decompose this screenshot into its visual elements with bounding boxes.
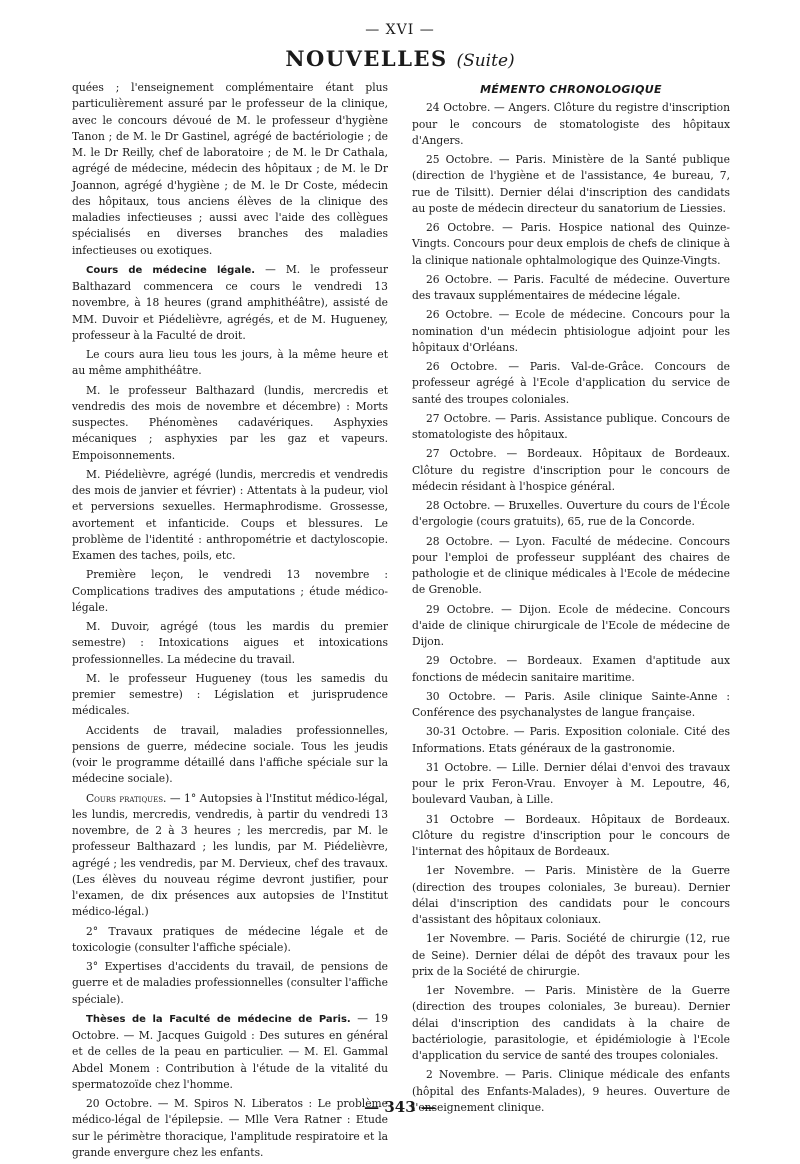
paragraph: M. le professeur Hugueney (tous les samedis du premier semestre) : Législation et jurisprudence médicales. xyxy=(72,671,388,718)
section-heading: Cours pratiques. xyxy=(86,791,167,805)
memento-entry: 29 Octobre. — Dijon. Ecole de médecine. Concours d'aide de clinique chirurgicale de l'Ecole de médecine de Dijon. xyxy=(412,602,730,648)
paragraph: 2° Travaux pratiques de médecine légale et de toxicologie (consulter l'affiche spéciale). xyxy=(72,924,388,954)
paragraph-cours-pratiques xyxy=(72,791,388,921)
right-column xyxy=(412,80,730,1119)
paragraph: M. Piédelièvre, agrégé (lundis, mercredis et vendredis des mois de janvier et février) : Attentats à la pudeur, viol et perversions sexuelles. Hermaphrodisme. Grossesse, avortement et infanticide. Coups et blessures. Le problème de l'identité : anthropométrie et dactyloscopie. Examen des taches, poils, etc. xyxy=(72,467,388,562)
paragraph: Accidents de travail, maladies professionnelles, pensions de guerre, médecine sociale. Tous les jeudis (voir le programme détaillé dans l'affiche spéciale sur la médecine sociale). xyxy=(72,723,388,786)
memento-entry: 24 Octobre. — Angers. Clôture du registre d'inscription pour le concours de stomatologiste des hôpitaux d'Angers. xyxy=(412,101,730,147)
memento-entry: 29 Octobre. — Bordeaux. Examen d'aptitude aux fonctions de médecin sanitaire maritime. xyxy=(412,654,730,684)
memento-entry: 27 Octobre. — Bordeaux. Hôpitaux de Bordeaux. Clôture du registre d'inscription pour le concours de médecin résidant à l'hospice général. xyxy=(412,447,730,493)
memento-entry: 25 Octobre. — Paris. Ministère de la Santé publique (direction de l'hygiène et de l'assistance, 4e bureau, 7, rue de Tilsitt). Dernier délai d'inscription des candidats au poste de médecin directeur du sanatorium de Liessies. xyxy=(412,153,730,215)
page-title xyxy=(0,46,800,71)
memento-entry: 30 Octobre. — Paris. Asile clinique Sainte-Anne : Conférence des psychanalystes de langue française. xyxy=(412,689,730,719)
memento-entry: 2 Novembre. — Paris. Clinique médicale des enfants (hôpital des Enfants-Malades), 9 heures. Ouverture de l'enseignement clinique. xyxy=(412,1068,730,1114)
memento-entry: 31 Octobre — Bordeaux. Hôpitaux de Bordeaux. Clôture du registre d'inscription pour le concours de l'internat des hôpitaux de Bordeaux. xyxy=(412,812,730,858)
memento-entry: 28 Octobre. — Bruxelles. Ouverture du cours de l'École d'ergologie (cours gratuits), 65, rue de la Concorde. xyxy=(412,499,730,529)
paragraph: quées ; l'enseignement complémentaire étant plus particulièrement assuré par le professeur de la clinique, avec le concours dévoué de M. le professeur d'hygiène Tanon ; de M. le Dr Gastinel, agrégé de bactériologie ; de M. le Dr Reilly, chef de laboratoire ; de M. le Dr Cathala, agrégé de médecine, médecin des hôpitaux ; de M. le Dr Joannon, agrégé d'hygiène ; de M. le Dr Coste, médecin des hôpitaux, tous anciens élèves de la clinique des maladies infectieuses ; aussi avec l'aide des collègues spécialisés en diverses branches des maladies infectieuses ou exotiques. xyxy=(72,81,388,257)
paragraph-theses xyxy=(72,1011,388,1093)
paragraph: 20 Octobre. — M. Spiros N. Liberatos : Le problème médico-légal de l'épilepsie. — Mlle Vera Ratner : Etude sur le périmètre thoracique, l'amplitude respiratoire et la grande envergure chez les enfants. xyxy=(72,1097,388,1159)
memento-entry: 26 Octobre. — Paris. Hospice national des Quinze-Vingts. Concours pour deux emplois de chefs de clinique à la clinique nationale ophtalmologique des Quinze-Vingts. xyxy=(412,221,730,267)
paragraph: M. le professeur Balthazard (lundis, mercredis et vendredis des mois de novembre et décembre) : Morts suspectes. Phénomènes cadavériques. Asphyxies mécaniques ; asphyxies par les gaz et vapeurs. Empoisonnements. xyxy=(72,383,388,462)
title-suite: (Suite) xyxy=(456,51,515,71)
page-number: — 343 — xyxy=(364,1098,436,1116)
paragraph: Le cours aura lieu tous les jours, à la même heure et au même amphithéâtre. xyxy=(72,348,388,378)
paragraph-cours-medecine-legale xyxy=(72,262,388,344)
memento-entry: 28 Octobre. — Lyon. Faculté de médecine. Concours pour l'emploi de professeur suppléant des chaires de pathologie et de clinique médicales à l'Ecole de médecine de Grenoble. xyxy=(412,534,730,597)
memento-entry: 31 Octobre. — Lille. Dernier délai d'envoi des travaux pour le prix Feron-Vrau. Envoyer à M. Lepoutre, 46, boulevard Vauban, à Lille. xyxy=(412,760,730,807)
memento-entry: 26 Octobre. — Paris. Faculté de médecine. Ouverture des travaux supplémentaires de médecine légale. xyxy=(412,272,730,302)
memento-heading: MÉMENTO CHRONOLOGIQUE xyxy=(480,83,662,96)
memento-entry: 30-31 Octobre. — Paris. Exposition coloniale. Cité des Informations. Etats généraux de la gastronomie. xyxy=(412,725,730,755)
paragraph-text: — M. le professeur Balthazard commencera ce cours le vendredi 13 novembre, à 18 heures (grand amphithéâtre), assisté de MM. Duvoir et Piédelièvre, agrégés, et de M. Hugueney, professeur à la Faculté de droit. xyxy=(72,262,388,342)
paragraph: 3° Expertises d'accidents du travail, de pensions de guerre et de maladies professionnelles (consulter l'affiche spéciale). xyxy=(72,960,388,1006)
section-heading: Thèses de la Faculté de médecine de Paris. xyxy=(86,1013,351,1025)
paragraph-text: — 1° Autopsies à l'Institut médico-légal, les lundis, mercredis, vendredis, à partir du vendredi 13 novembre, de 2 à 3 heures ; les mercredis, par M. le professeur Balthazard ; les lundis, par M. Piédelièvre, agrégé ; les vendredis, par M. Dervieux, chef des travaux. (Les élèves du nouveau régime devront justifier, pour l'examen, de dix présences aux autopsies de l'Institut médico-légal.) xyxy=(72,791,388,919)
title-main: NOUVELLES xyxy=(285,46,448,71)
memento-entry: 26 Octobre. — Ecole de médecine. Concours pour la nomination d'un médecin phtisiologue adjoint pour les hôpitaux d'Orléans. xyxy=(412,308,730,354)
left-column xyxy=(72,80,388,1164)
memento-entry: 1er Novembre. — Paris. Ministère de la Guerre (direction des troupes coloniales, 3e bureau). Dernier délai d'inscription des candidats à la chaire de bactériologie, parasitologie, et épidémiologie à l'Ecole d'application du service de santé des troupes coloniales. xyxy=(412,984,730,1062)
memento-entry: 26 Octobre. — Paris. Val-de-Grâce. Concours de professeur agrégé à l'Ecole d'application du service de santé des troupes coloniales. xyxy=(412,360,730,406)
paragraph: M. Duvoir, agrégé (tous les mardis du premier semestre) : Intoxications aigues et intoxications professionnelles. La médecine du travail. xyxy=(72,620,388,666)
running-head: — XVI — xyxy=(365,22,435,38)
section-heading: Cours de médecine légale. xyxy=(86,264,256,276)
memento-entry: 1er Novembre. — Paris. Société de chirurgie (12, rue de Seine). Dernier délai de dépôt des travaux pour les prix de la Société de chirurgie. xyxy=(412,932,730,978)
paragraph-text: — 19 Octobre. — M. Jacques Guigold : Des sutures en général et de celles de la peau en particulier. — M. El. Gammal Abdel Monem : Contribution à l'étude de la vitalité du spermatozoïde chez l'homme. xyxy=(72,1011,388,1091)
paragraph: Première leçon, le vendredi 13 novembre : Complications tradives des amputations ; étude médico-légale. xyxy=(72,568,388,614)
memento-entry: 1er Novembre. — Paris. Ministère de la Guerre (direction des troupes coloniales, 3e bureau). Dernier délai d'inscription des candidats pour le concours d'assistant des hôpitaux coloniaux. xyxy=(412,864,730,926)
memento-entry: 27 Octobre. — Paris. Assistance publique. Concours de stomatologiste des hôpitaux. xyxy=(412,411,730,441)
